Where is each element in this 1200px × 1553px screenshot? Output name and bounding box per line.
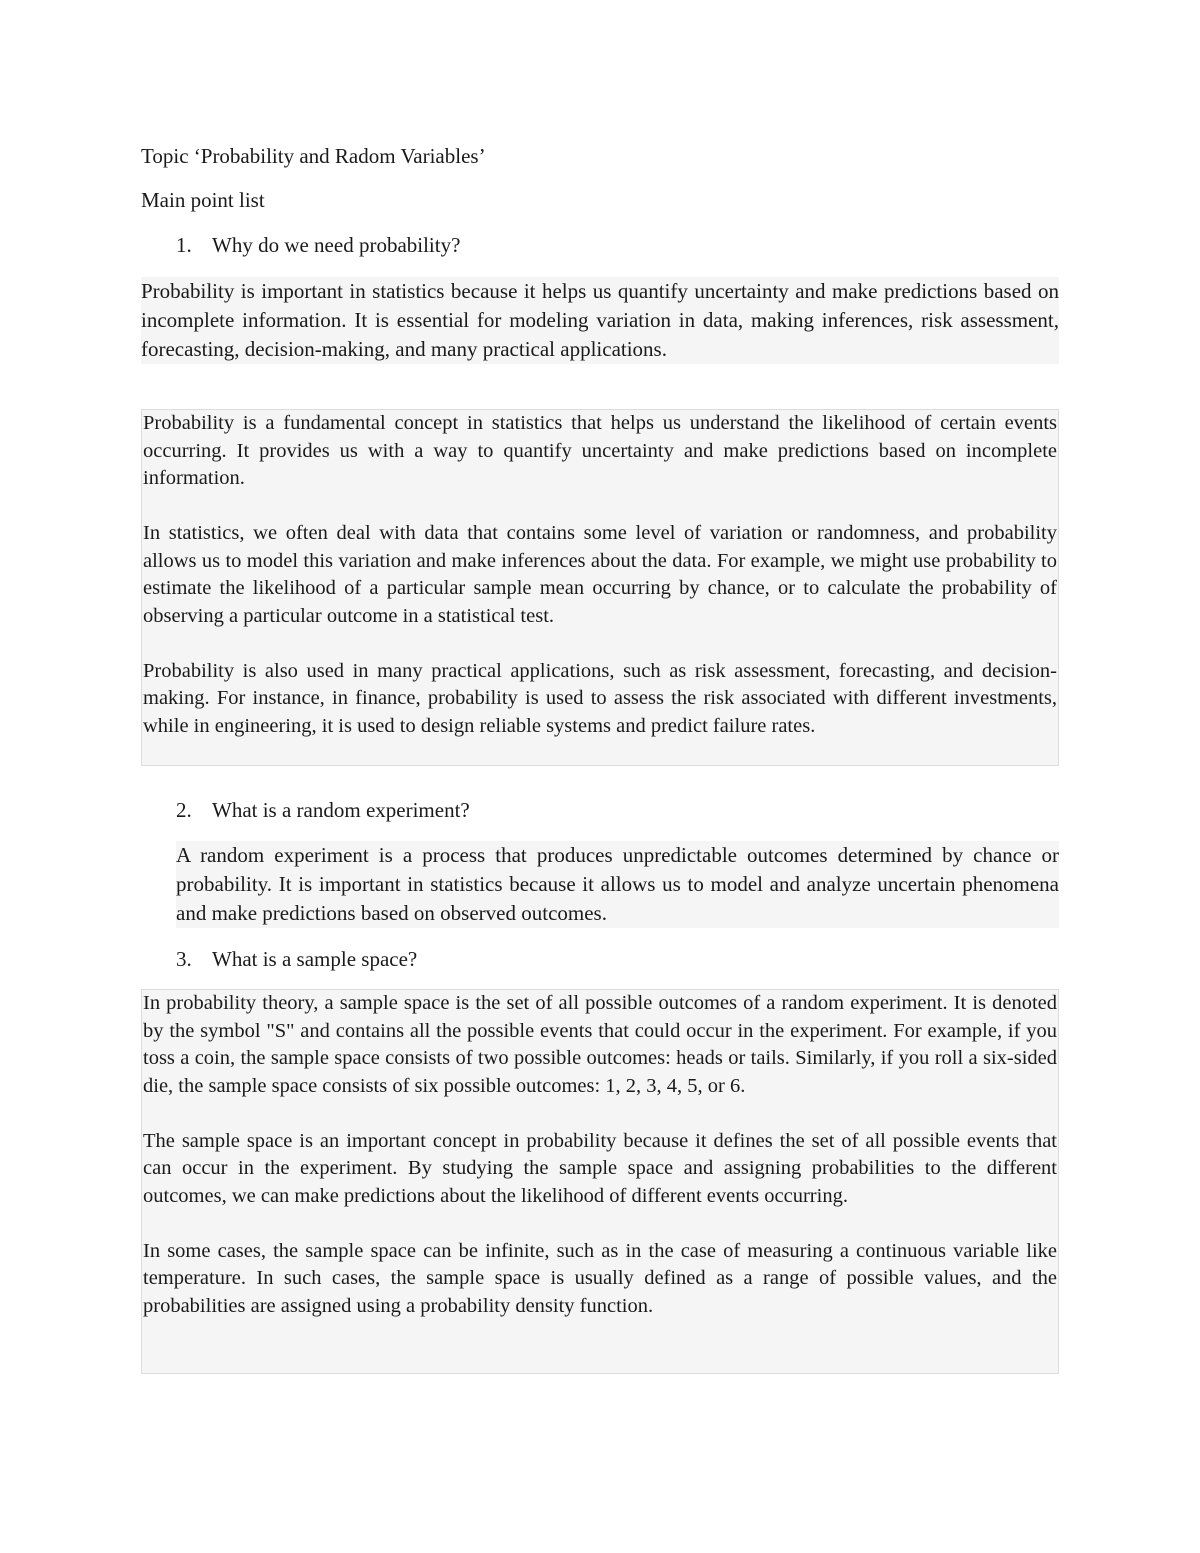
list-question: What is a random experiment? (212, 798, 470, 822)
answer-paragraph: Probability is a fundamental concept in statistics that helps us understand the likelihood of certain events occurring. It provides us with a way to quantify uncertainty and make predictions based on incomplete information. (143, 412, 1057, 489)
q2-answer-paragraph: A random experiment is a process that produces unpredictable outcomes determined by chance or probability. It is important in statistics because it allows us to model and analyze uncertain phenomena and make predictions based on observed outcomes. (176, 841, 1059, 928)
list-number: 1. (176, 233, 192, 257)
answer-paragraph: Probability is also used in many practical applications, such as risk assessment, forecasting, and decision-making. For instance, in finance, probability is used to assess the risk associated with different investments, while in engineering, it is used to design reliable systems and predict failure rates. (143, 659, 1057, 737)
topic-heading: Topic ‘Probability and Radom Variables’ (141, 144, 486, 168)
main-point-list-label: Main point list (141, 188, 265, 212)
q3-answer-box (141, 989, 1059, 1374)
answer-paragraph: In statistics, we often deal with data that contains some level of variation or randomness, and probability allows us to model this variation and make inferences about the data. For example, we might use probability to estimate the likelihood of a particular sample mean occurring by chance, or to calculate the probability of observing a particular outcome in a statistical test. (143, 522, 1057, 627)
answer-paragraph: In probability theory, a sample space is the set of all possible outcomes of a random experiment. It is denoted by the symbol "S" and contains all the possible events that could occur in the experiment. For example, if you toss a coin, the sample space consists of two possible outcomes: heads or tails. Similarly, if you roll a six-sided die, the sample space consists of six possible outcomes: 1, 2, 3, 4, 5, or 6. (143, 992, 1057, 1097)
list-question: Why do we need probability? (212, 233, 461, 257)
list-number: 3. (176, 947, 192, 971)
answer-paragraph: In some cases, the sample space can be infinite, such as in the case of measuring a continuous variable like temperature. In such cases, the sample space is usually defined as a range of possible values, and the probabilities are assigned using a probability density function. (143, 1239, 1057, 1317)
q1-answer-box (141, 409, 1059, 766)
list-question: What is a sample space? (212, 947, 418, 971)
list-number: 2. (176, 798, 192, 822)
answer-paragraph: The sample space is an important concept in probability because it defines the set of all possible events that can occur in the experiment. By studying the sample space and assigning probabilities to the different outcomes, we can make predictions about the likelihood of different events occurring. (143, 1129, 1057, 1207)
q1-summary-paragraph: Probability is important in statistics because it helps us quantify uncertainty and make predictions based on incomplete information. It is essential for modeling variation in data, making inferences, risk assessment, forecasting, decision-making, and many practical applications. (141, 277, 1059, 364)
